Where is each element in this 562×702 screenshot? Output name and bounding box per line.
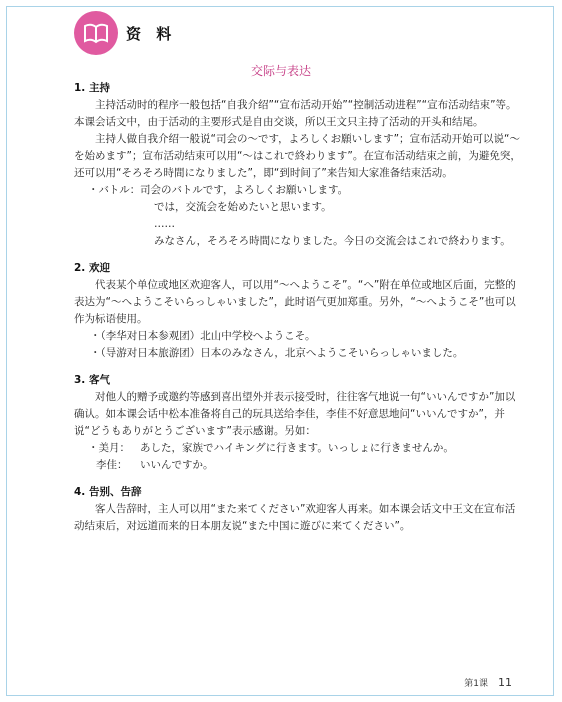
s4-heading: 4. 告别、告辞 [74,486,142,498]
book-icon [74,11,118,55]
section-title: 交际与表达 [250,64,311,78]
s1-paragraph-1: 主持活动时的程序一般包括“自我介绍”“宣布活动开始”“控制活动进程”“宣布活动结束”等。本课会话文中，由于活动的主要形式是自由交谈，所以王文只主持了活动的开头和结尾。 [74,99,517,128]
s1-heading: 1. 主持 [74,82,110,94]
s2-heading: 2. 欢迎 [74,262,110,274]
page-number: 11 [498,676,512,689]
s3-example-line-2: いいんですか。 [140,459,214,471]
s1-example-line-2: では，交流会を始めたいと思います。 [154,201,332,213]
s4-paragraph-1: 客人告辞时，主人可以用“また来てください”欢迎客人再来。如本课会话文中王文在宣布活动结束后，对远道而来的日本朋友说“また中国に遊びに来てください”。 [74,503,516,532]
s3-example-line-1: あした，家族でハイキングに行きます。いっしょに行きませんか。 [140,442,454,454]
header [74,13,176,53]
content [74,80,522,535]
footer [464,676,512,689]
s2-paragraph-1: 代表某个单位或地区欢迎客人，可以用“～へようこそ”。“へ”附在单位或地区后面，完整的表达为“～へようこそいらっしゃいました”，此时语气更加郑重。另外，“～へようこそ”也可以作为标语使用。 [74,279,516,325]
s1-example [74,182,522,250]
s3-example [74,440,522,474]
s1-example-line-3: …… [154,218,175,230]
s3-heading: 3. 客气 [74,374,110,386]
s3-example-lead-2: 李佳： [96,459,128,471]
s2-example-2: ・（导游对日本旅游团）日本のみなさん，北京へようこそいらっしゃいました。 [90,347,464,359]
s3-paragraph-1: 对他人的赠予或邀约等感到喜出望外并表示接受时，往往客气地说一句“いいんですか”加以确认。如本课会话中松本准备将自己的玩具送给李佳，李佳不好意思地问“いいんですか”，并说“どうもありがとうございます”表示感谢。另如： [74,391,516,437]
lesson-label: 第1课 [464,679,488,689]
s2-example-1: ・（李华对日本参观团）北山中学校へようこそ。 [90,330,316,342]
s1-example-lead: ・バトル： [88,184,141,196]
s3-example-lead-1: ・美月： [88,442,130,454]
s1-example-line-4: みなさん，そろそろ時間になりました。今日の交流会はこれで終わります。 [154,235,511,247]
s1-paragraph-2: 主持人做自我介绍一般说“司会の～です，よろしくお願いします”；宣布活动开始可以说“～を始めます”；宣布活动结束可以用“～はこれで終わります”。在宣布活动结束之前，为避免突，还可以用“そろそろ時間になりました”，即“到时间了”来告知大家准备结束活动。 [74,133,521,179]
header-title: 资 料 [126,24,177,43]
s1-example-line-1: 司会のバトルです，よろしくお願いします。 [140,184,349,196]
